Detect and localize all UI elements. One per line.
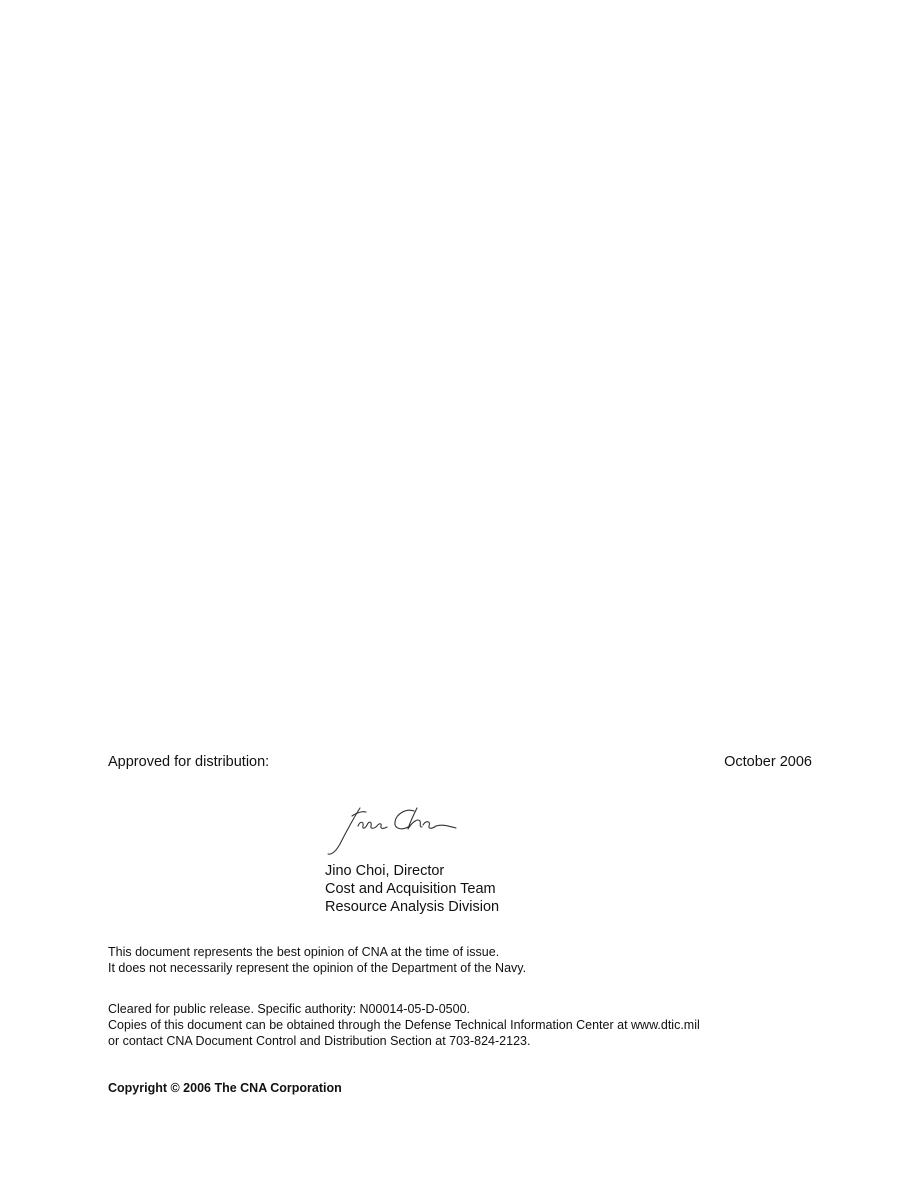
signer-team: Cost and Acquisition Team	[325, 881, 496, 897]
release-line-3: or contact CNA Document Control and Distribution Section at 703-824-2123.	[108, 1034, 531, 1048]
disclaimer-line-1: This document represents the best opinion of CNA at the time of issue.	[108, 945, 500, 959]
approval-date: October 2006	[724, 754, 812, 770]
approval-row	[108, 754, 812, 774]
signer-division: Resource Analysis Division	[325, 899, 500, 915]
signer-name: Jino Choi, Director	[325, 863, 445, 879]
release-notice	[108, 1001, 700, 1049]
approval-label: Approved for distribution:	[108, 754, 270, 770]
disclaimer	[108, 944, 526, 976]
release-line-1: Cleared for public release. Specific authority: N00014-05-D-0500.	[108, 1002, 470, 1016]
release-line-2: Copies of this document can be obtained through the Defense Technical Information Center at www.dtic.mil	[108, 1018, 700, 1032]
signature-image	[322, 804, 462, 858]
disclaimer-line-2: It does not necessarily represent the opinion of the Department of the Navy.	[108, 961, 527, 975]
signer-block	[325, 862, 499, 916]
copyright-notice: Copyright © 2006 The CNA Corporation	[108, 1081, 342, 1095]
